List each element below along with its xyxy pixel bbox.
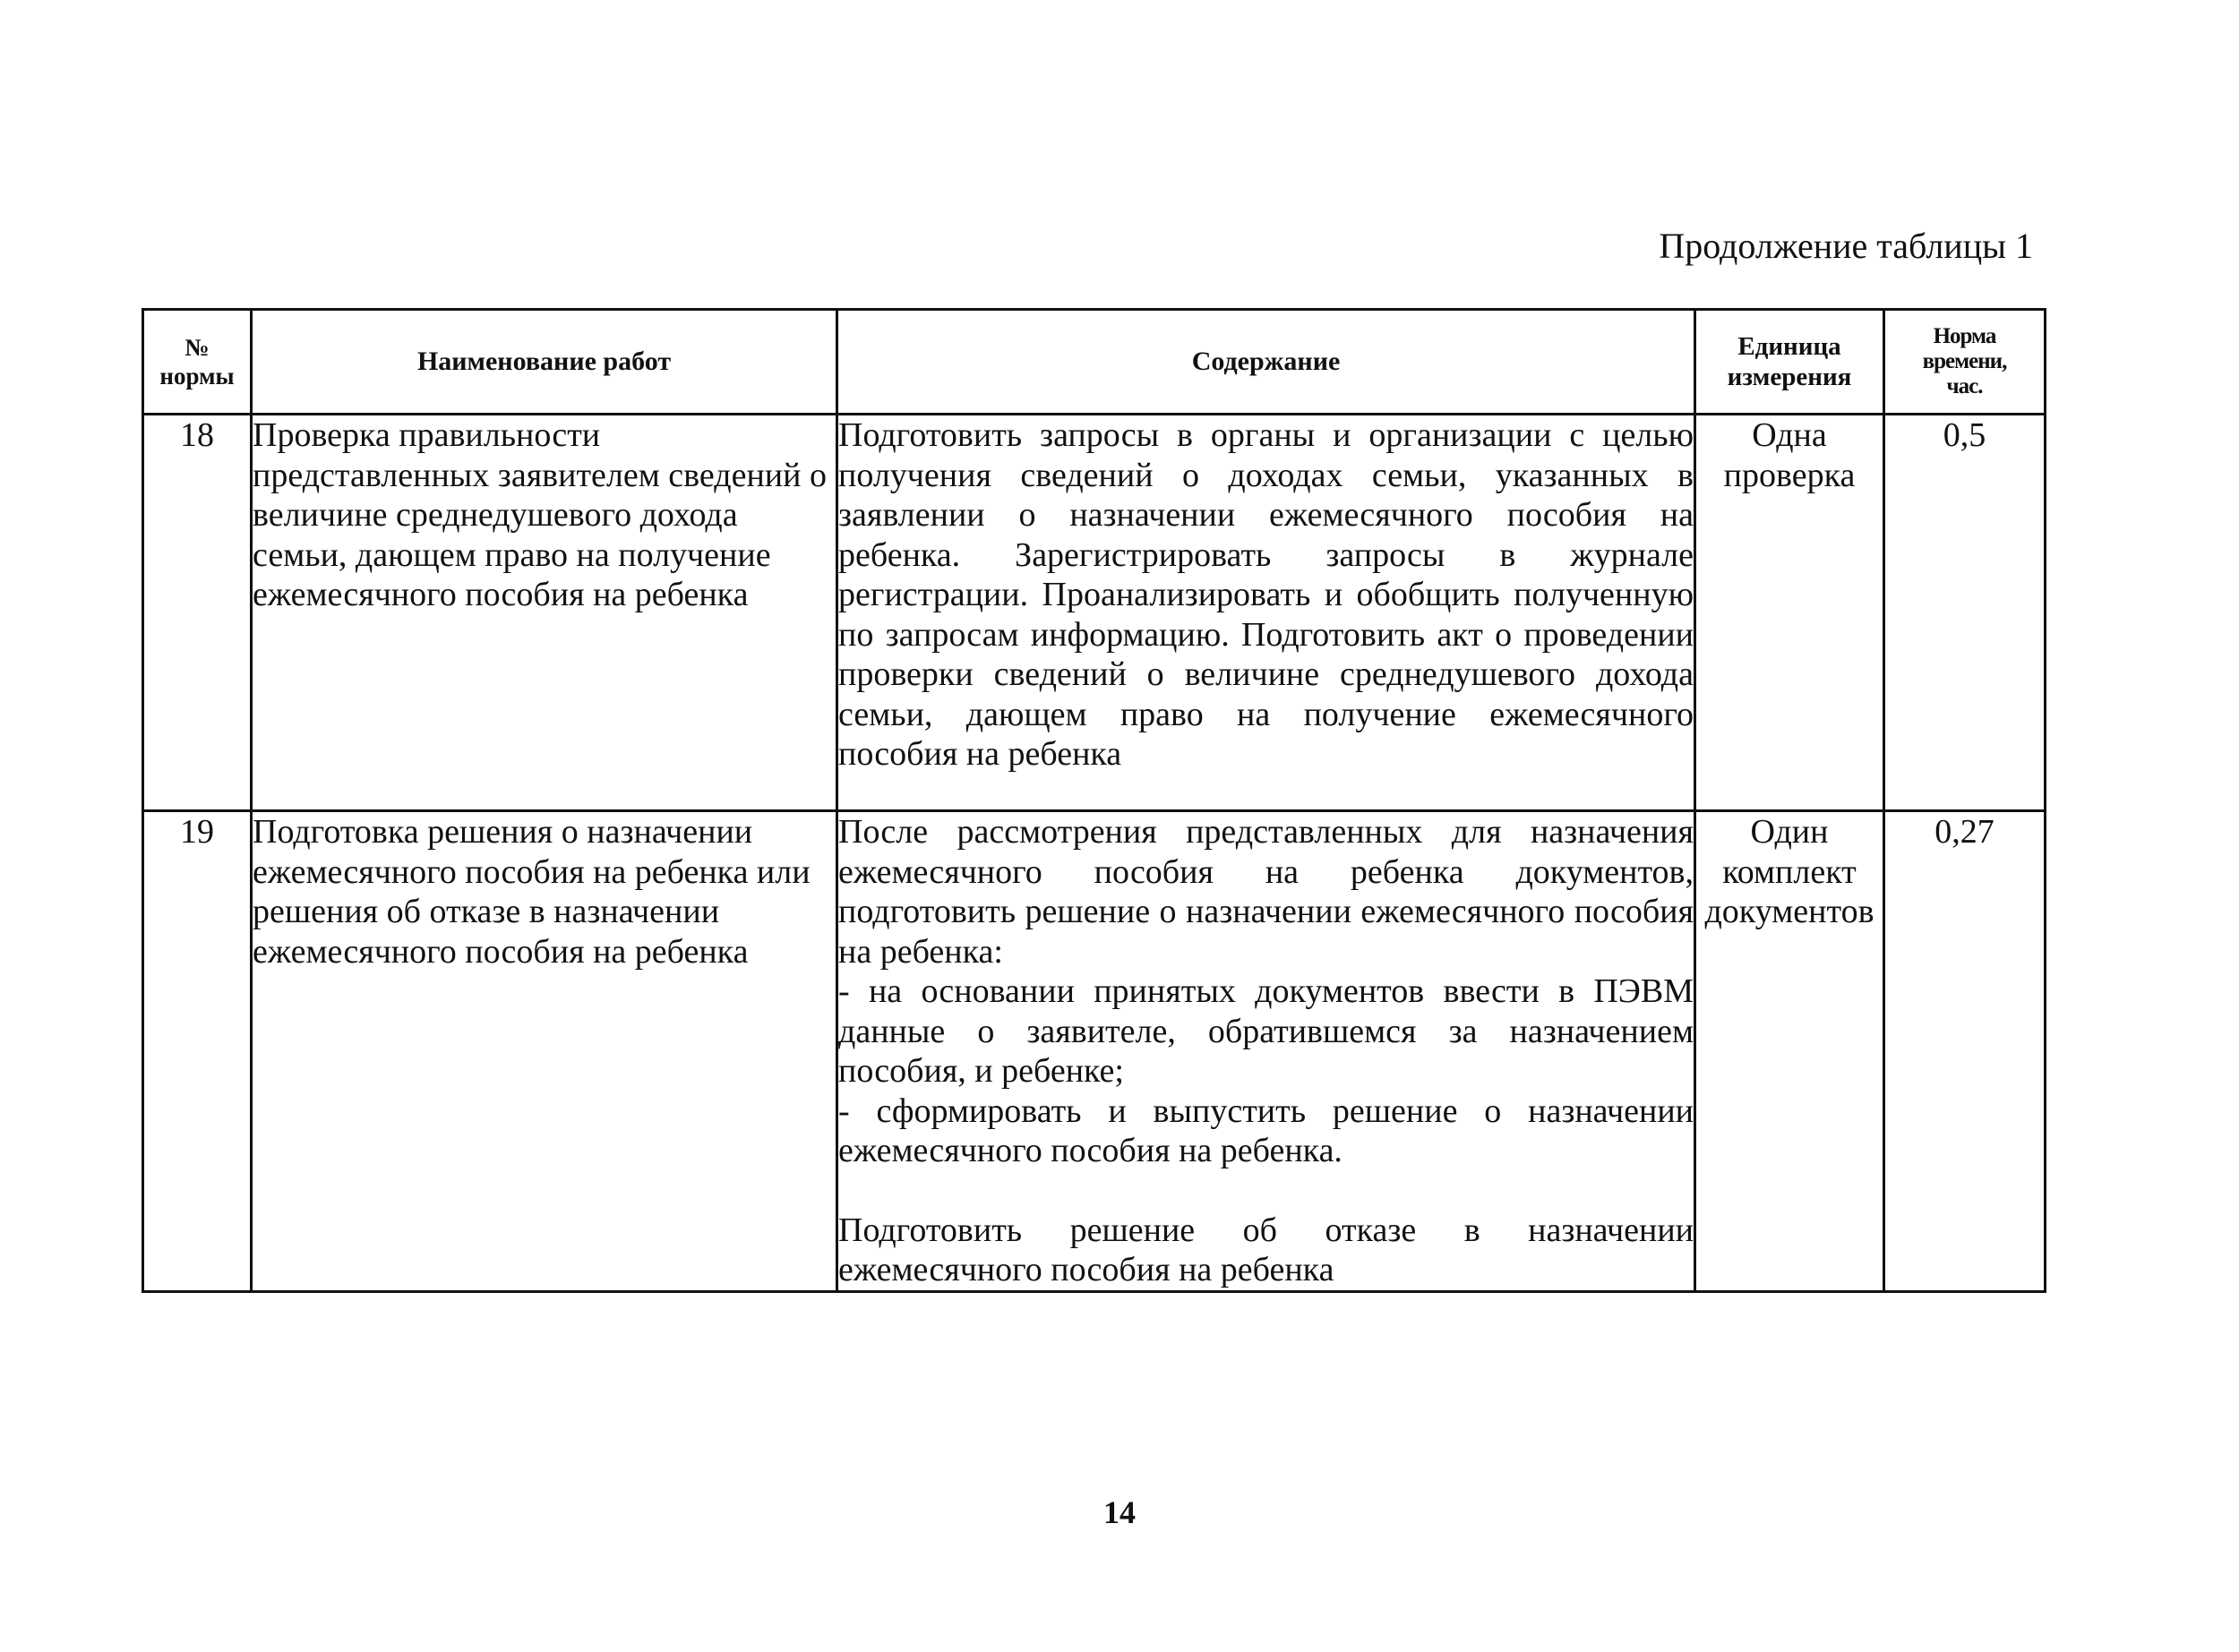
header-work-name: Наименование работ	[252, 310, 837, 415]
header-content: Содержание	[837, 310, 1695, 415]
row-content	[837, 415, 1695, 811]
header-time-norm-line1: Норма	[1933, 324, 1996, 348]
header-norm-number	[143, 310, 252, 415]
content-list-item: - на основании принятых документов ввести в ПЭВМ данные о заявителе, обратившемся за назначением пособия, и ребенке;	[838, 972, 1694, 1090]
row-norm-number: 18	[143, 415, 252, 811]
content-paragraph: Подготовить запросы в органы и организации с целью получения сведений о доходах семьи, указанных в заявлении о назначении ежемесячного пособия на ребенка. Зарегистрировать запросы в журнале регистрации. Проанализировать и обобщить полученную по запросам информацию. Подготовить акт о проведении проверки сведений о величине среднедушевого дохода семьи, дающем право на получение ежемесячного пособия на ребенка	[838, 416, 1694, 773]
row-unit: Одна проверка	[1695, 415, 1884, 811]
header-unit	[1695, 310, 1884, 415]
header-time-norm-line2: времени,	[1922, 349, 2007, 373]
header-time-norm-line3: час.	[1946, 374, 1983, 398]
norms-table	[142, 308, 2046, 1293]
row-work-name: Проверка правильности представленных заявителем сведений о величине среднедушевого дохода семьи, дающем право на получение ежемесячного пособия на ребенка	[252, 415, 837, 811]
table-header-row	[143, 310, 2046, 415]
header-unit-line1: Единица	[1737, 332, 1841, 361]
row-unit: Один комплект документов	[1695, 811, 1884, 1292]
table-row	[143, 415, 2046, 811]
header-time-norm	[1884, 310, 2046, 415]
table-row	[143, 811, 2046, 1292]
header-norm-number-line1: №	[184, 334, 210, 361]
row-content	[837, 811, 1695, 1292]
row-norm-number: 19	[143, 811, 252, 1292]
table-caption: Продолжение таблицы 1	[1659, 226, 2033, 266]
content-paragraph: После рассмотрения представленных для назначения ежемесячного пособия на ребенка документов, подготовить решение о назначении ежемесячного пособия на ребенка:	[838, 813, 1694, 971]
row-work-name: Подготовка решения о назначении ежемесячного пособия на ребенка или решения об отказе в назначении ежемесячного пособия на ребенка	[252, 811, 837, 1292]
page-number: 14	[1103, 1494, 1136, 1530]
header-norm-number-line2: нормы	[159, 363, 235, 389]
row-time-norm: 0,5	[1884, 415, 2046, 811]
content-list-item: - сформировать и выпустить решение о назначении ежемесячного пособия на ребенка.	[838, 1091, 1694, 1169]
header-unit-line2: измерения	[1727, 363, 1852, 391]
content-paragraph: Подготовить решение об отказе в назначении ежемесячного пособия на ребенка	[838, 1211, 1694, 1288]
row-time-norm: 0,27	[1884, 811, 2046, 1292]
